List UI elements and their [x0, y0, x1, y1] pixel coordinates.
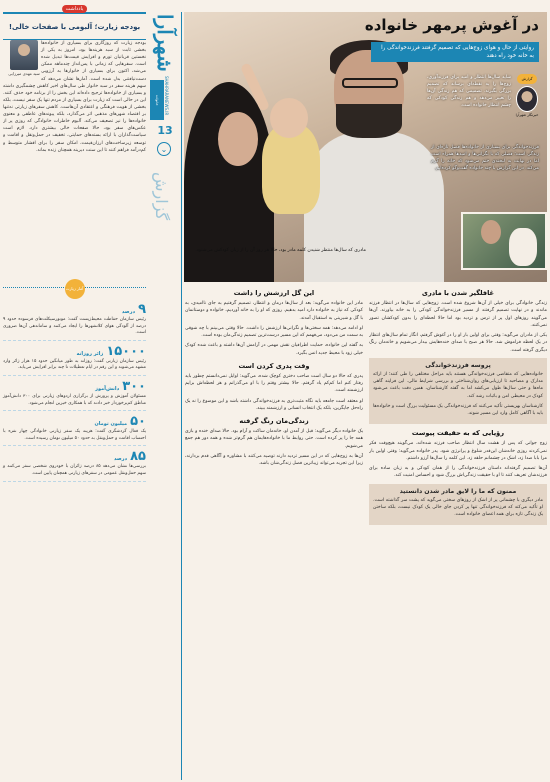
stat-item	[3, 411, 146, 446]
stat-unit: درصد	[113, 456, 128, 463]
opinion-text: بودجه زیارت که روزگاری برای بسیاری از خانواده‌ها بخشی ثابت از سبد هزینه‌ها بود، امروز به یکی از نخستین قربانیان تورم و افزایش قیمت‌ها تبدیل شده است. سفرهایی که زمانی با پس‌انداز چندماهه ممکن می‌شد، اکنون برای بسیاری از خانوارها به آرزویی دست‌نیافتنی بدل شده است. آمارها نشان می‌دهد که سهم هزینه سفر در سبد خانوار طی سال‌های اخیر کاهش چشمگیری داشته و بسیاری از خانواده‌ها ترجیح داده‌اند این بخش را از برنامه خود حذف کنند. این در حالی است که زیارت برای بسیاری از مردم تنها یک سفر نیست، بلکه بخشی از هویت فرهنگی و اعتقادی آن‌هاست. کاهش سفرهای زیارتی نه‌تنها بر اقتصاد شهرهای مذهبی اثر می‌گذارد، بلکه پیوندهای عاطفی و معنوی خانواده‌ها را نیز تضعیف می‌کند. آلبوم خاطرات خانوادگی که روزی پر از عکس‌های سفر بود، حالا صفحات خالی بیشتری دارد. لازم است سیاست‌گذاران با ارائه بسته‌های حمایتی، تخفیف در حمل‌ونقل و اقامت و توسعه زیرساخت‌های ارزان‌قیمت، امکان سفر را برای اقشار متوسط و کم‌درآمد فراهم کنند تا این سنت دیرینه همچنان زنده بماند.	[3, 41, 146, 153]
left-column	[3, 6, 147, 780]
photo-figure-beard	[336, 104, 402, 138]
paragraph: یک خانواده دیگر می‌گوید: قبل از آمدن او، خانه‌مان ساکت و آرام بود. حالا صدای خنده و بازی همه جا را پر کرده است. حتی روابط ما با خانواده‌هایمان هم گرم‌تر شده و همه دور هم جمع می‌شویم.	[185, 429, 363, 449]
intro-text-left: فرزندخواندگی برای بسیاری از خانواده‌ها فصل تازه‌ای از زندگی است؛ فصلی که با نگرانی‌ها و امیدها همراه است اما در نهایت به لبخندی ختم می‌شود که خانه را گرم می‌کند. در این گزارش با چند خانواده گفت‌وگو کرده‌ایم.	[431, 145, 539, 172]
paragraph: مادر دیگری با چشمانی پر از اشک از روزهای سختی می‌گوید که پشت سر گذاشته است. او تأکید می‌کند که فرزندخواندگی تنها پر کردن جای خالی یک کودک نیست، بلکه ساختن یک زندگی تازه برای همه اعضای خانواده است.	[373, 497, 543, 517]
stat-unit: میلیون تومان	[94, 421, 128, 428]
feature-article	[184, 12, 547, 780]
article-column-right	[369, 284, 547, 780]
hero-photo	[184, 12, 547, 282]
section-heading: زندگی‌مان رنگ گرفته	[239, 417, 309, 425]
intro-text-right: شاید سال‌ها انتظار و امید برای فرزندآوری، زوج‌ها را به نقطه‌ای برساند که تصمیم بزرگی بگیرند. تصمیمی که هم زندگی آن‌ها را تغییر می‌دهد و هم زندگی کودکی که چشم انتظار خانواده است.	[427, 75, 511, 109]
photo-figure-baby-head	[270, 98, 308, 138]
stat-text: رئیس سازمان زیارتی گفت: روزانه به طور میانگین حدود ۱۵ هزار زائر وارد مشهد می‌شوند و این رقم در ایام تعطیلات تا چند برابر افزایش می‌یابد.	[3, 358, 147, 371]
reporter-name: خبرنگار شهرآرا	[515, 113, 539, 117]
stat-text: بررسی‌ها نشان می‌دهد ۸۵ درصد زائران با خودروی شخصی سفر می‌کنند و سهم حمل‌ونقل عمومی در سفرهای زیارتی همچنان پایین است.	[3, 464, 146, 477]
left-column-header	[3, 6, 146, 40]
stat-text: یک فعال گردشگری گفت: هزینه یک سفر زیارتی خانوادگی چهار نفره با احتساب اقامت و حمل‌ونقل به حدود ۵۰ میلیون تومان رسیده است.	[3, 429, 146, 441]
paragraph: او ادامه می‌دهد: همه سختی‌ها و نگرانی‌ها ارزشش را داشت. حالا وقتی می‌بینم با چه شوقی به سمت من می‌دود، می‌فهمم که این مسیر درست‌ترین تصمیم زندگی‌مان بوده است.	[185, 325, 363, 338]
inset-photo	[461, 212, 547, 270]
section-label: گزارش	[152, 172, 171, 221]
paragraph: کارشناسان بهزیستی تأکید می‌کنند که فرزندخواندگی یک مسئولیت بزرگ است و خانواده‌ها باید با آگاهی کامل وارد این مسیر شوند.	[373, 403, 543, 416]
reporter-avatar	[516, 86, 538, 112]
subheadline: روایتی از حال و هوای زوج‌هایی که تصمیم گرفتند فرزندخواندگی را به خانه خود راه دهند	[371, 42, 539, 62]
photo-figure-glasses	[342, 78, 398, 88]
article-column-left	[185, 284, 363, 780]
brand-logo	[148, 12, 182, 74]
article-body	[184, 284, 547, 780]
paragraph: زندگی خانوادگی برای خیلی از آن‌ها شروع شده است. زوج‌هایی که سال‌ها در انتظار فرزند ماندند و در نهایت تصمیم گرفتند از مسیر فرزندخواندگی کودکی را به خانه بیاورند. آن‌ها می‌گویند روزهای اول پر از ترس و تردید بود اما حالا لحظه‌ای را بدون کودکشان تصور نمی‌کنند.	[369, 301, 547, 328]
brand-name: شهرآرا	[153, 14, 177, 72]
stat-number: ۳۰۰	[122, 379, 146, 395]
reporter-pin: گزارش	[517, 74, 537, 84]
paragraph: او معتقد است جامعه باید نگاه مثبت‌تری به فرزندخواندگی داشته باشد و این موضوع را نه یک راه‌حل جایگزین، بلکه یک انتخاب انسانی و ارزشمند ببیند.	[185, 398, 363, 411]
stat-text: مسئولان آموزش و پرورش از برگزاری اردوهای زیارتی برای ۳۰۰ دانش‌آموز مناطق کم‌برخوردار خبر دادند که با همکاری خیرین انجام می‌شود.	[3, 394, 146, 406]
stat-item	[3, 446, 146, 481]
stat-number: ۹	[138, 302, 146, 317]
left-column-title: بودجه زیارت؛ آلبومی با صفحات خالی!	[8, 22, 141, 31]
paragraph: آن‌ها تصمیم گرفته‌اند داستان فرزندخواندگی را از همان کودکی و به زبان ساده برای فرزندشان تعریف کنند تا او با حقیقت زندگی‌اش بزرگ شود و احساس امنیت کند.	[369, 466, 547, 479]
stat-unit: زائر روزانه	[76, 350, 104, 357]
stat-unit: درصد	[121, 309, 136, 315]
chevron-down-icon: ⌄	[157, 142, 171, 156]
paragraph: یکی از مادران می‌گوید: وقتی برای اولین بار او را در آغوش گرفتم، انگار تمام سال‌های انتظار در یک لحظه فراموش شد. حالا هر صبح با صدای خنده‌هایش بیدار می‌شویم و خانه‌مان رنگ دیگری گرفته است.	[369, 333, 547, 353]
reporter-box	[515, 74, 539, 117]
page-number: 13	[157, 124, 173, 137]
stats-box	[3, 287, 146, 482]
paragraph: خانواده‌هایی که متقاضی فرزندخواندگی هستند باید مراحل مختلفی را طی کنند؛ از ارائه مدارک و مصاحبه تا ارزیابی‌های روان‌شناختی و بررسی شرایط مالی. این فرایند گاهی ماه‌ها و حتی سال‌ها طول می‌کشد اما به گفته کارشناسان، همین دقت باعث می‌شود کودک در محیطی امن و باثبات رشد کند.	[373, 371, 543, 399]
photo-figure-mother-face	[218, 112, 258, 166]
paragraph: آن‌ها به زوج‌هایی که در این مسیر تردید دارند توصیه می‌کنند با مشاوره و آگاهی قدم بردارند، زیرا این تجربه می‌تواند زیباترین فصل زندگی‌شان باشد.	[185, 453, 363, 466]
author-avatar	[10, 40, 38, 70]
stat-item	[3, 376, 146, 411]
section-heading: ممنون که ما را لایق مادر شدن دانستید	[399, 487, 517, 495]
note-badge: یادداشت	[62, 5, 88, 13]
stats-badge: آمار زیارت	[65, 279, 85, 299]
section-heading: رؤیایی که به حقیقت پیوست	[411, 429, 505, 438]
stat-text: رئیس سازمان حفاظت محیط‌زیست گفت: موتورسیکلت‌های فرسوده حدود ۹ درصد از آلودگی هوای کلانشهرها را ایجاد می‌کنند و ساماندهی آن‌ها ضروری است.	[3, 317, 146, 336]
page-title: در آغوش پرمهر خانواده	[364, 16, 539, 34]
stat-number: ۵۰	[130, 414, 146, 430]
section-heading: پروسه فرزندخواندگی	[425, 361, 491, 369]
section-heading: وقت پدری کردن است	[238, 361, 310, 370]
website-label: SHAHRARANEWS.IR	[164, 76, 169, 116]
stat-item	[3, 341, 146, 376]
stat-unit: دانش‌آموز	[95, 386, 120, 393]
stat-item	[3, 299, 146, 341]
opinion-body	[3, 40, 146, 275]
paragraph: مادر این خانواده می‌گوید: بعد از سال‌ها درمان و انتظار، تصمیم گرفتیم به جای ناامیدی، به کودکی که نیاز به خانواده دارد امید بدهیم. روزی که او را به خانه آوردیم، خانواده و دوستانمان با گل و شیرینی به استقبال آمدند.	[185, 301, 363, 321]
section-heading: غافلگیر شدن با مادری	[421, 289, 495, 297]
photo-figure-father	[304, 132, 444, 282]
section-heading: این گل ارزشش را داشت	[233, 289, 315, 297]
column-divider	[181, 12, 182, 780]
masthead-strip	[148, 12, 182, 780]
author-name: سید مهدی میرزایی	[8, 71, 40, 76]
section-box	[369, 358, 547, 425]
photo-caption: مادری که سال‌ها منتظر شنیدن کلمه مادر بود، حالا هر روز آن را از زبان کودکش می‌شنود.	[195, 248, 366, 253]
paragraph: به گفته این خانواده، حمایت اطرافیان نقش مهمی در آرامش آن‌ها داشته و باعث شده کودک خیلی زود با محیط جدید انس بگیرد.	[185, 343, 363, 356]
section-box	[369, 484, 547, 526]
paragraph: پدری که حالا دو سال است صاحب دختری کوچک شده، می‌گوید: اوایل نمی‌دانستم چطور باید رفتار کنم اما کم‌کم یاد گرفتم. حالا بیشتر وقتم را با او می‌گذرانم و هر لحظه‌اش برایم ارزشمند است.	[185, 373, 363, 394]
stat-number: ۸۵	[130, 449, 146, 465]
paragraph: زوج جوانی که پس از هشت سال انتظار صاحب فرزند شده‌اند، می‌گویند هیچ‌وقت فکر نمی‌کردند روزی خانه‌شان این‌قدر شلوغ و پرانرژی شود. پدر خانواده می‌گوید: وقتی اولین بار مرا بابا صدا زد، اشک در چشمانم حلقه زد. این کلمه را سال‌ها آرزو داشتم.	[369, 441, 547, 461]
author-box	[7, 40, 41, 76]
stat-number: ۱۵۰۰۰	[106, 343, 146, 359]
edition-box: خانواده	[150, 80, 164, 120]
